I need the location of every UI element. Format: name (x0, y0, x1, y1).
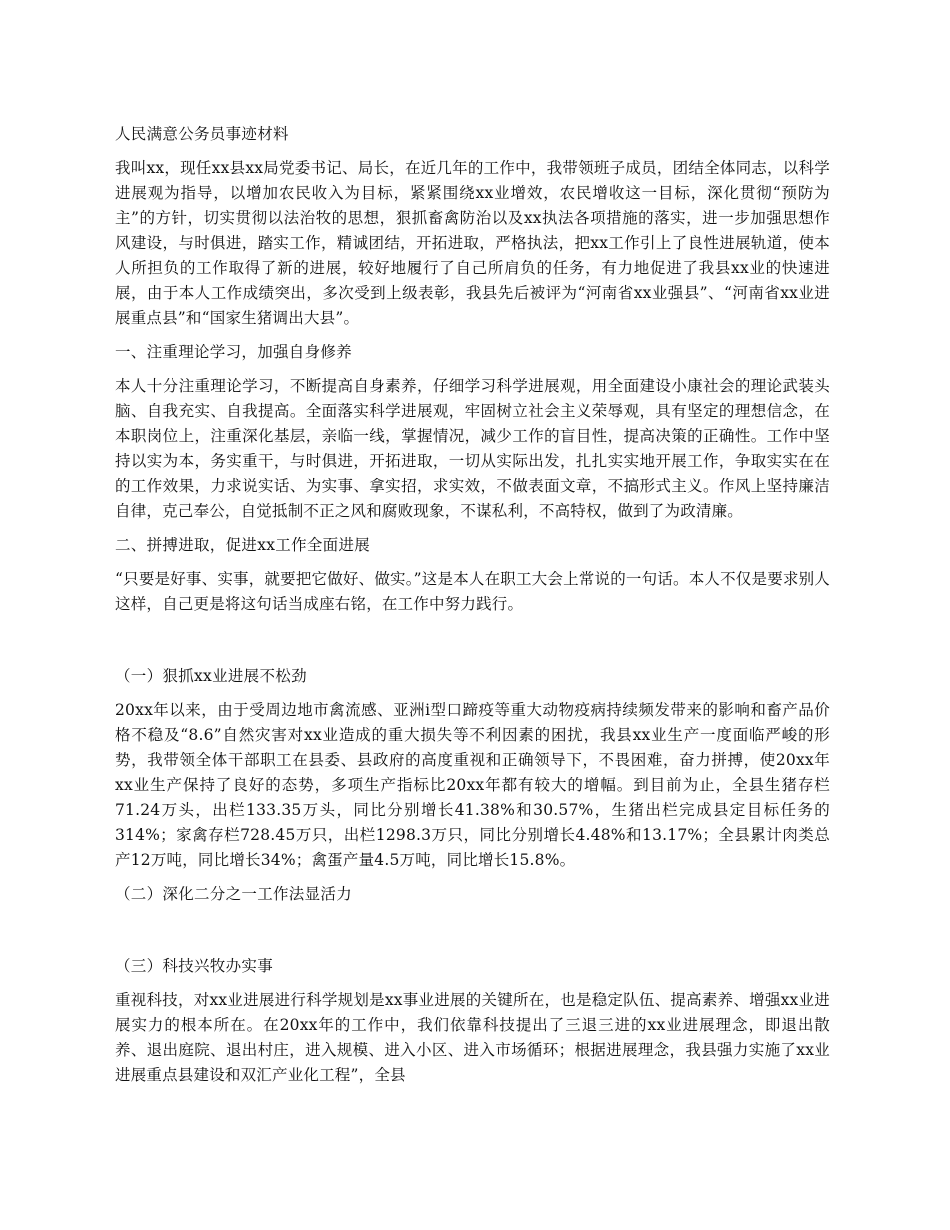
blank-spacer (115, 916, 830, 954)
intro-paragraph: 我叫xx，现任xx县xx局党委书记、局长，在近几年的工作中，我带领班子成员，团结全体同志，以科学进展观为指导，以增加农民收入为目标，紧紧围绕xx业增效，农民增收这一目标，深化贯彻“预防为主”的方针，切实贯彻以法治牧的思想，狠抓畜禽防治以及xx执法各项措施的落实，进一步加强思想作风建设，与时俱进，踏实工作，精诚团结，开拓进取，严格执法，把xx工作引上了良性进展轨道，使本人所担负的工作取得了新的进展，较好地履行了自己所肩负的任务，有力地促进了我县xx业的快速进展，由于本人工作成绩突出，多次受到上级表彰，我县先后被评为“河南省xx业强县”、“河南省xx业进展重点县”和“国家生猪调出大县”。 (115, 159, 830, 327)
section-1-heading: 一、注重理论学习，加强自身修养 (115, 343, 353, 361)
subsection-1-paragraph: 20xx年以来，由于受周边地市禽流感、亚洲i型口蹄疫等重大动物疫病持续频发带来的影响和畜产品价格不稳及“8.6”自然灾害对xx业造成的重大损失等不利因素的困扰，我县xx业生产一度面临严峻的形势，我带领全体干部职工在县委、县政府的高度重视和正确领导下，不畏困难，奋力拼搏，使20xx年xx业生产保持了良好的态势，多项生产指标比20xx年都有较大的增幅。到目前为止，全县生猪存栏71.24万头，出栏133.35万头，同比分别增长41.38%和30.57%，生猪出栏完成县定目标任务的314%；家禽存栏728.45万只，出栏1298.3万只，同比分别增长4.48%和13.17%；全县累计肉类总产12万吨，同比增长34%；禽蛋产量4.5万吨，同比增长15.8%。 (115, 701, 830, 869)
section-2-paragraph: “只要是好事、实事，就要把它做好、做实。”这是本人在职工大会上常说的一句话。本人不仅是要求别人这样，自己更是将这句话当成座右铭，在工作中努力践行。 (115, 570, 831, 613)
subsection-1-heading: （一）狠抓xx业进展不松劲 (115, 667, 307, 685)
subsection-2-heading: （二）深化二分之一工作法显活力 (115, 885, 353, 903)
document-page (115, 122, 830, 1097)
document-title: 人民满意公务员事迹材料 (115, 125, 289, 143)
subsection-3-paragraph: 重视科技，对xx业进展进行科学规划是xx事业进展的关键所在，也是稳定队伍、提高素养、增强xx业进展实力的根本所在。在20xx年的工作中，我们依靠科技提出了三退三进的xx业进展理念，即退出散养、退出庭院、退出村庄，进入规模、进入小区、进入市场循环；根据进展理念，我县强力实施了xx业进展重点县建设和双汇产业化工程”，全县 (115, 991, 830, 1084)
section-2-heading: 二、拼搏进取，促进xx工作全面进展 (115, 536, 371, 554)
section-1-paragraph: 本人十分注重理论学习，不断提高自身素养，仔细学习科学进展观，用全面建设小康社会的理论武装头脑、自我充实、自我提高。全面落实科学进展观，牢固树立社会主义荣辱观，具有坚定的理想信念，在本职岗位上，注重深化基层，亲临一线，掌握情况，减少工作的盲目性，提高决策的正确性。工作中坚持以实为本，务实重干，与时俱进，开拓进取，一切从实际出发，扎扎实实地开展工作，争取实实在在的工作效果，力求说实话、为实事、拿实招，求实效，不做表面文章，不搞形式主义。作风上坚持廉洁自律，克己奉公，自觉抵制不正之风和腐败现象，不谋私利，不高特权，做到了为政清廉。 (115, 377, 830, 520)
blank-spacer (115, 626, 830, 664)
subsection-3-heading: （三）科技兴牧办实事 (115, 957, 274, 975)
